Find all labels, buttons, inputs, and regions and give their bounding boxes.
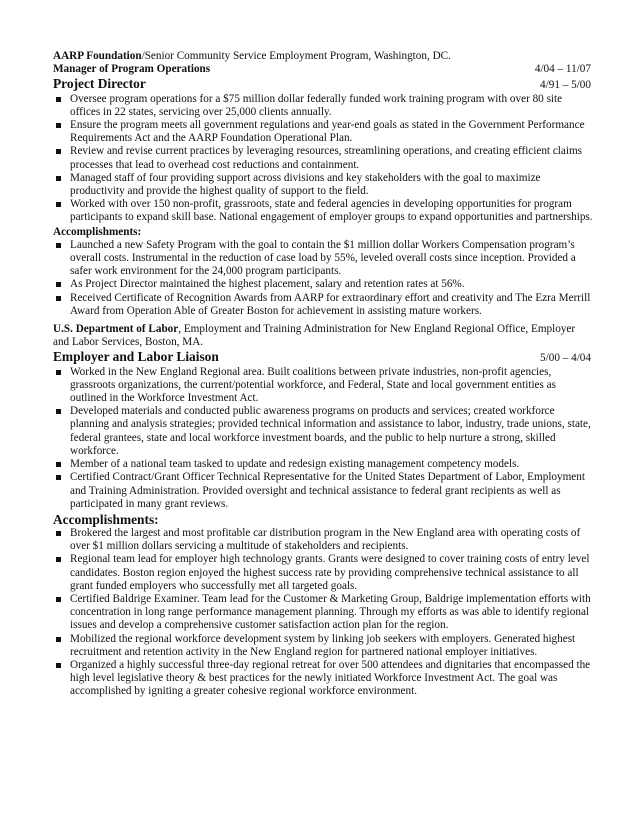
- accomplishments-list: [53, 527, 593, 699]
- employer-details: /Senior Community Service Employment Program, Washington, DC.: [141, 50, 451, 62]
- role-dates: 4/04 – 11/07: [534, 63, 591, 76]
- list-item: Managed staff of four providing support across divisions and key stakeholders with the goal to maximize productivity and provide the highest quality of support to the field.: [53, 172, 593, 198]
- list-item: Ensure the program meets all government regulations and year-end goals as stated in the Government Performance Requirements Act and the AARP Foundation Operational Plan.: [53, 119, 593, 145]
- list-item: Review and revise current practices by leveraging resources, streamlining operations, and creating efficient claims processes that lead to overhead cost reductions and containment.: [53, 145, 593, 171]
- role-row-manager: [53, 63, 593, 76]
- accomplishments-heading: Accomplishments:: [53, 511, 159, 527]
- list-item: Organized a highly successful three-day regional retreat for over 500 attendees and dignitaries that encompassed the high level legislative theory & best practices for the newly initiated Workforce Investment Act. The goal was accomplished by igniting a greater cohesive regional workforce environment.: [53, 659, 593, 699]
- job-aarp-foundation: [53, 50, 593, 318]
- accomplishments-heading: Accomplishments:: [53, 225, 142, 238]
- list-item: Brokered the largest and most profitable car distribution program in the New England area with operating costs of over $1 million dollars servicing a multitude of stakeholders and recipients.: [53, 527, 593, 553]
- employer-line: [53, 50, 593, 63]
- role-title: Project Director: [53, 76, 146, 92]
- employer-name: U.S. Department of Labor: [53, 323, 179, 336]
- duties-list: [53, 366, 593, 511]
- role-title: Employer and Labor Liaison: [53, 349, 219, 365]
- role-row-liaison: [53, 349, 593, 365]
- list-item: Developed materials and conducted public awareness programs on products and services; created workforce planning and analysis strategies; provided technical information and assistance to labor, industry, trade unions, state, federal grantees, state and local workforce investment boards, and the public to help nurture a strong, skilled workforce.: [53, 405, 593, 458]
- list-item: Received Certificate of Recognition Awards from AARP for extraordinary effort and creativity and The Ezra Merrill Award from Operation Able of Greater Boston for achievement in assisting mature workers.: [53, 292, 593, 318]
- list-item: Launched a new Safety Program with the goal to contain the $1 million dollar Workers Compensation program’s overall costs. Instrumental in the reduction of case load by 55%, leveled overall costs since inception. Provided a safer work environment for the 24,000 program participants.: [53, 239, 593, 279]
- list-item: Member of a national team tasked to update and redesign existing management competency models.: [53, 458, 593, 471]
- list-item: Certified Contract/Grant Officer Technical Representative for the United States Department of Labor, Employment and Training Administration. Provided oversight and technical assistance to federal grant recipients as well as participated in many grant reviews.: [53, 471, 593, 511]
- employer-line: [53, 323, 593, 349]
- list-item: Mobilized the regional workforce development system by linking job seekers with employers. Generated highest recruitment and retention activity in the New England region for partnered national employer initiatives.: [53, 633, 593, 659]
- role-dates: 5/00 – 4/04: [540, 352, 591, 365]
- list-item: As Project Director maintained the highest placement, salary and retention rates at 56%.: [53, 278, 593, 291]
- employer-name: AARP Foundation: [53, 50, 142, 62]
- list-item: Certified Baldrige Examiner. Team lead for the Customer & Marketing Group, Baldrige implementation efforts with concentration in long range performance management planning. Through my efforts as was able to identify regional issues and develop a comprehensive customer satisfaction action plan for the region.: [53, 593, 593, 633]
- duties-list: [53, 93, 593, 225]
- list-item: Oversee program operations for a $75 million dollar federally funded work training program with over 80 site offices in 22 states, servicing over 25,000 clients annually.: [53, 93, 593, 119]
- list-item: Worked in the New England Regional area. Built coalitions between private industries, non-profit agencies, grassroots organizations, the current/potential workforce, and Federal, State and local government entities as outlined in the Workforce Investment Act.: [53, 366, 593, 406]
- list-item: Regional team lead for employer high technology grants. Grants were designed to cover training costs of entry level candidates. Boston region enjoyed the highest success rate by providing comprehensive technical assistance to all grant funded employers who successfully met all targeted goals.: [53, 553, 593, 593]
- role-row-director: [53, 76, 593, 92]
- role-dates: 4/91 – 5/00: [540, 79, 591, 92]
- employer-details: , Employment and Training Administration for New England Regional Office, Employer and Labor Services, Boston, MA.: [53, 323, 576, 349]
- job-us-department-of-labor: [53, 323, 593, 698]
- accomplishments-list: [53, 239, 593, 318]
- role-title: Manager of Program Operations: [53, 63, 211, 76]
- resume-page: [53, 50, 593, 699]
- list-item: Worked with over 150 non-profit, grassroots, state and federal agencies in developing opportunities for program participants to expand skill base. National engagement of employer groups to expand opportunities and partnerships.: [53, 198, 593, 224]
